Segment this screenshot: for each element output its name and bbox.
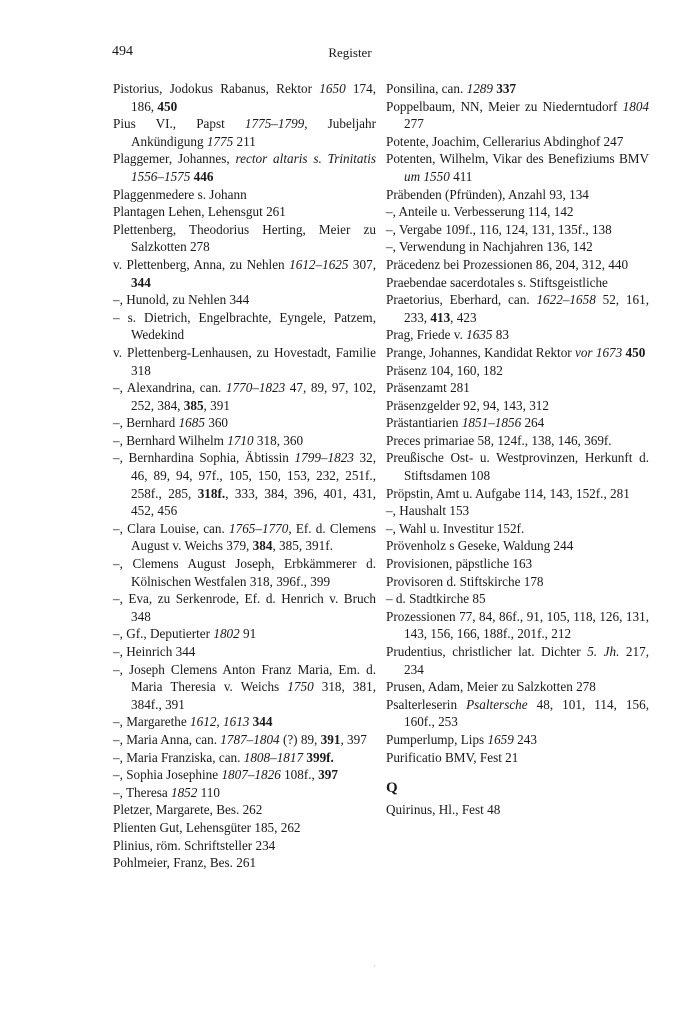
index-entry [113, 414, 376, 432]
entry-text: –, Clemens August Joseph, Erbkämmerer d. Kölnischen Westfalen 318, 396f., 399 [113, 556, 376, 589]
entry-bold-page-ref: 337 [496, 81, 517, 96]
index-column-left [113, 80, 376, 872]
entry-text: Praebendae sacerdotales s. Stiftsgeistliche [386, 274, 608, 290]
entry-text: Ponsilina, can. [386, 81, 467, 96]
index-entry [386, 150, 649, 185]
index-entry [386, 80, 649, 98]
entry-text: Präcedenz bei Prozessionen 86, 204, 312, 440 [386, 256, 629, 272]
entry-text: –, Haushalt 153 [386, 503, 470, 519]
entry-text: Pius VI., Papst [113, 116, 245, 132]
entry-text: Prozessionen 77, 84, 86f., 91, 105, 118, 126, 131, 143, 156, 166, 188f., 201f., 212 [386, 608, 649, 642]
entry-text: Prövenholz s Geseke, Waldung 244 [386, 538, 574, 554]
entry-text: 52, 161, 233, [404, 292, 649, 325]
entry-italic-text: 1804 [622, 98, 649, 114]
index-entry [386, 186, 649, 204]
index-entry [386, 98, 649, 133]
index-entry [113, 186, 376, 204]
index-entry [113, 309, 376, 344]
entry-bold-page-ref: 446 [193, 168, 214, 184]
entry-text: Prange, Johannes, Kandidat Rektor [386, 344, 575, 360]
entry-bold-page-ref: 450 [625, 344, 646, 360]
section-letter-heading: Q [386, 780, 398, 797]
index-entry [386, 203, 649, 221]
entry-bold-page-ref: 450 [157, 98, 178, 114]
entry-text: Präsenzamt 281 [386, 380, 470, 396]
entry-text: , Ef. d. Clemens August v. Weichs 379, [131, 520, 376, 554]
index-entry [386, 678, 649, 696]
entry-text: 174, 186, [131, 81, 376, 114]
entry-text: Preußische Ost- u. Westprovinzen, Herkunft d. Stiftsdamen 108 [386, 450, 649, 484]
entry-text: –, Gf., Deputierter [113, 626, 214, 642]
entry-text: 47, 89, 97, 102, 252, 384, [131, 380, 377, 413]
index-entry [386, 485, 649, 503]
entry-text: 318, 381, 384f., 391 [131, 679, 376, 712]
index-entry [386, 379, 649, 397]
index-entry [113, 432, 376, 450]
entry-text: –, Verwendung in Nachjahren 136, 142 [386, 239, 593, 255]
entry-text: 264 [521, 415, 545, 431]
entry-text: , 397 [340, 731, 367, 747]
entry-text: , 385, 391f. [272, 538, 333, 554]
index-entry [386, 573, 649, 591]
index-entry [386, 537, 649, 555]
entry-bold-page-ref: 397 [318, 767, 338, 783]
entry-text: 217, 234 [404, 644, 649, 677]
entry-text: –, Margarethe [113, 714, 191, 730]
entry-italic-text: 1775–1799 [244, 116, 305, 132]
index-entry [386, 801, 649, 819]
entry-italic-text: 1659 [487, 731, 514, 747]
entry-italic-text: 1622–1658 [536, 292, 596, 308]
entry-text: 360 [204, 415, 229, 431]
index-entry [113, 520, 376, 555]
index-entry [113, 784, 376, 802]
index-entry [386, 696, 649, 731]
entry-italic-text: 1612, 1613 [190, 714, 250, 730]
entry-italic-text: 1770–1823 [225, 380, 286, 396]
entry-text: Plaggemer, Johannes, [113, 151, 236, 167]
index-entry [386, 256, 649, 274]
index-entry [386, 643, 649, 678]
index-entry [113, 256, 376, 291]
index-entry [113, 625, 376, 643]
entry-text: 318, 360 [253, 432, 304, 448]
entry-italic-text: 1750 [287, 679, 314, 695]
entry-italic-text: 1650 [319, 81, 346, 96]
entry-italic-text: 1808–1817 [243, 749, 304, 765]
entry-text: –, Joseph Clemens Anton Franz Maria, Em. d. Maria Theresia v. Weichs [113, 661, 376, 695]
index-entry [386, 590, 649, 608]
entry-italic-text: 1289 [466, 81, 493, 96]
entry-italic-text: vor 1673 [574, 344, 623, 360]
entry-text: 91 [239, 626, 257, 642]
index-entries-q [386, 801, 649, 819]
entry-text: Praetorius, Eberhard, can. [386, 292, 537, 308]
page-number: 494 [112, 44, 133, 59]
index-entry [113, 221, 376, 256]
entry-text: 108f., [280, 767, 319, 783]
entry-text: 83 [492, 327, 509, 343]
entry-text: v. Plettenberg-Lenhausen, zu Hovestadt, Familie 318 [113, 344, 376, 378]
index-entry [113, 150, 376, 185]
entry-text: Prästantiarien [386, 415, 462, 431]
index-entry [386, 432, 649, 450]
index-entry [113, 713, 376, 731]
index-entry [386, 362, 649, 380]
entry-text: –, Alexandrina, can. [113, 380, 226, 396]
index-entry [386, 731, 649, 749]
footer-dot: · [373, 962, 376, 971]
index-entry [386, 397, 649, 415]
entry-bold-page-ref: 384 [252, 538, 273, 554]
index-entry [113, 80, 376, 115]
index-entry [113, 749, 376, 767]
entry-bold-page-ref: 391 [320, 731, 341, 747]
entry-text: , 333, 384, 396, 401, 431, 452, 456 [131, 485, 376, 519]
entry-text: –, Eva, zu Serkenrode, Ef. d. Henrich v. Bruch 348 [113, 591, 376, 624]
entry-text: Provisionen, päpstliche 163 [386, 556, 533, 572]
entry-bold-page-ref: 385 [183, 397, 204, 413]
entry-text: 110 [197, 784, 220, 800]
entry-text: Pistorius, Jodokus Rabanus, Rektor [113, 81, 320, 96]
entry-bold-page-ref: 413 [430, 309, 451, 325]
entry-italic-text: 1710 [227, 432, 254, 448]
index-entry [386, 414, 649, 432]
entry-text: Potenten, Wilhelm, Vikar des Benefiziums BMV [386, 151, 649, 167]
index-entry [386, 449, 649, 484]
entry-text: –, Anteile u. Verbesserung 114, 142 [386, 204, 574, 220]
index-entry [386, 520, 649, 538]
index-entries-p [386, 80, 649, 766]
entry-text: Plienten Gut, Lehensgüter 185, 262 [113, 819, 301, 835]
entry-text: Plaggenmedere s. Johann [113, 186, 247, 202]
entry-text: – d. Stadtkirche 85 [386, 591, 486, 607]
entry-bold-page-ref: 344 [131, 274, 151, 290]
entry-text: –, Bernhard Wilhelm [113, 432, 228, 448]
entry-italic-text: 1787–1804 [220, 731, 280, 747]
index-entry [386, 274, 649, 292]
entry-italic-text: 1799–1823 [294, 450, 354, 466]
running-head: Register [328, 45, 372, 60]
entry-text: (?) 89, [279, 731, 321, 747]
entry-text: Poppelbaum, NN, Meier zu Niederntudorf [386, 98, 623, 114]
entry-text: Potente, Joachim, Cellerarius Abdinghof 247 [386, 133, 624, 149]
index-entry [113, 115, 376, 150]
entry-italic-text: 1851–1856 [461, 415, 522, 431]
index-entry [386, 344, 649, 362]
index-entry [113, 590, 376, 625]
index-entry [113, 379, 376, 414]
index-entry [113, 801, 376, 819]
index-entry [113, 203, 376, 221]
entry-italic-text: 1765–1770 [229, 520, 289, 536]
entry-text: –, Theresa [113, 784, 171, 800]
entry-text: Purificatio BMV, Fest 21 [386, 749, 519, 765]
entry-bold-page-ref: 318f. [197, 485, 226, 501]
entry-text: Plettenberg, Theodorius Herting, Meier zu Salzkotten 278 [113, 221, 376, 255]
index-entry [113, 344, 376, 379]
entry-italic-text: 1775 [206, 133, 234, 149]
entry-text: Pletzer, Margarete, Bes. 262 [113, 802, 263, 818]
entry-text: v. Plettenberg, Anna, zu Nehlen [113, 256, 290, 272]
entry-text: 243 [513, 731, 537, 747]
index-entry [113, 837, 376, 855]
entry-text: –, Heinrich 344 [113, 644, 196, 659]
entry-text: –, Vergabe 109f., 116, 124, 131, 135f., 138 [386, 221, 612, 237]
entry-bold-page-ref: 399f. [306, 749, 334, 765]
entry-text: –, Bernhard [113, 415, 179, 431]
index-entry [386, 238, 649, 256]
index-entry [113, 766, 376, 784]
entry-text: 277 [404, 116, 424, 132]
entry-text: Prag, Friede v. [386, 327, 467, 343]
index-entry [113, 731, 376, 749]
entry-text: , 391 [203, 397, 230, 413]
entry-text: Präsenzgelder 92, 94, 143, 312 [386, 397, 549, 413]
index-entry [113, 291, 376, 309]
entry-text: Psalterleserin [386, 696, 467, 712]
entry-text: 411 [449, 168, 473, 184]
entry-bold-page-ref: 344 [252, 714, 273, 730]
entry-text: – s. Dietrich, Engelbrachte, Eyngele, Patzem, Wedekind [113, 309, 376, 343]
index-entry [386, 326, 649, 344]
entry-italic-text: 1635 [466, 327, 493, 343]
entry-text: –, Hunold, zu Nehlen 344 [113, 292, 250, 308]
entry-italic-text: 1852 [170, 784, 198, 800]
entry-text: 48, 101, 114, 156, 160f., 253 [404, 696, 650, 730]
index-entry [113, 854, 376, 872]
entry-text: Plantagen Lehen, Lehensgut 261 [113, 204, 286, 220]
index-column-right [386, 80, 649, 818]
index-entry [113, 555, 376, 590]
entry-italic-text: 1802 [213, 626, 240, 642]
entry-text: Präsenz 104, 160, 182 [386, 362, 503, 378]
entry-text: Prusen, Adam, Meier zu Salzkotten 278 [386, 679, 596, 695]
entry-text: –, Clara Louise, can. [113, 520, 229, 536]
entry-text: Pohlmeier, Franz, Bes. 261 [113, 855, 257, 871]
index-entry [113, 643, 376, 661]
entry-text: Pumperlump, Lips [386, 731, 488, 747]
index-entry [386, 749, 649, 767]
index-entry [386, 502, 649, 520]
index-entry [386, 291, 649, 326]
entry-text: –, Maria Anna, can. [113, 731, 221, 747]
entry-italic-text: 1685 [178, 415, 205, 431]
entry-text: 307, [348, 256, 377, 272]
entry-italic-text: 1612–1625 [289, 256, 349, 272]
entry-text: , Jubeljahr Ankündigung [131, 116, 376, 149]
entry-text: Preces primariae 58, 124f., 138, 146, 369f. [386, 432, 612, 448]
entry-text: , 423 [450, 309, 477, 325]
entry-text: Pröpstin, Amt u. Aufgabe 114, 143, 152f., 281 [386, 485, 630, 501]
index-entry [113, 661, 376, 714]
index-entry [113, 819, 376, 837]
entry-text: Präbenden (Pfründen), Anzahl 93, 134 [386, 186, 589, 202]
entry-italic-text: 5. Jh. [587, 644, 620, 659]
entry-italic-text: rector altaris s. Trinitatis 1556–1575 [131, 151, 376, 184]
entry-text: 211 [233, 133, 256, 149]
entry-text: –, Wahl u. Investitur 152f. [386, 520, 525, 536]
entry-text: Quirinus, Hl., Fest 48 [386, 801, 501, 817]
entry-italic-text: 1807–1826 [221, 767, 281, 783]
entry-text: –, Bernhardina Sophia, Äbtissin [113, 450, 295, 466]
entry-text: –, Sophia Josephine [113, 767, 222, 783]
index-entry [386, 608, 649, 643]
index-entry [386, 221, 649, 239]
index-entry [113, 449, 376, 519]
entry-italic-text: Psaltersche [466, 696, 528, 712]
entry-italic-text: um 1550 [404, 168, 450, 184]
entry-text: –, Maria Franziska, can. [113, 749, 244, 765]
entry-text: 32, 46, 89, 94, 97f., 105, 150, 153, 232, 251f., 258f., 285, [131, 450, 376, 501]
entry-text: Prudentius, christlicher lat. Dichter [386, 644, 588, 659]
index-entry [386, 133, 649, 151]
index-entry [386, 555, 649, 573]
entry-text: Plinius, röm. Schriftsteller 234 [113, 837, 276, 853]
entry-text: Provisoren d. Stiftskirche 178 [386, 573, 544, 589]
